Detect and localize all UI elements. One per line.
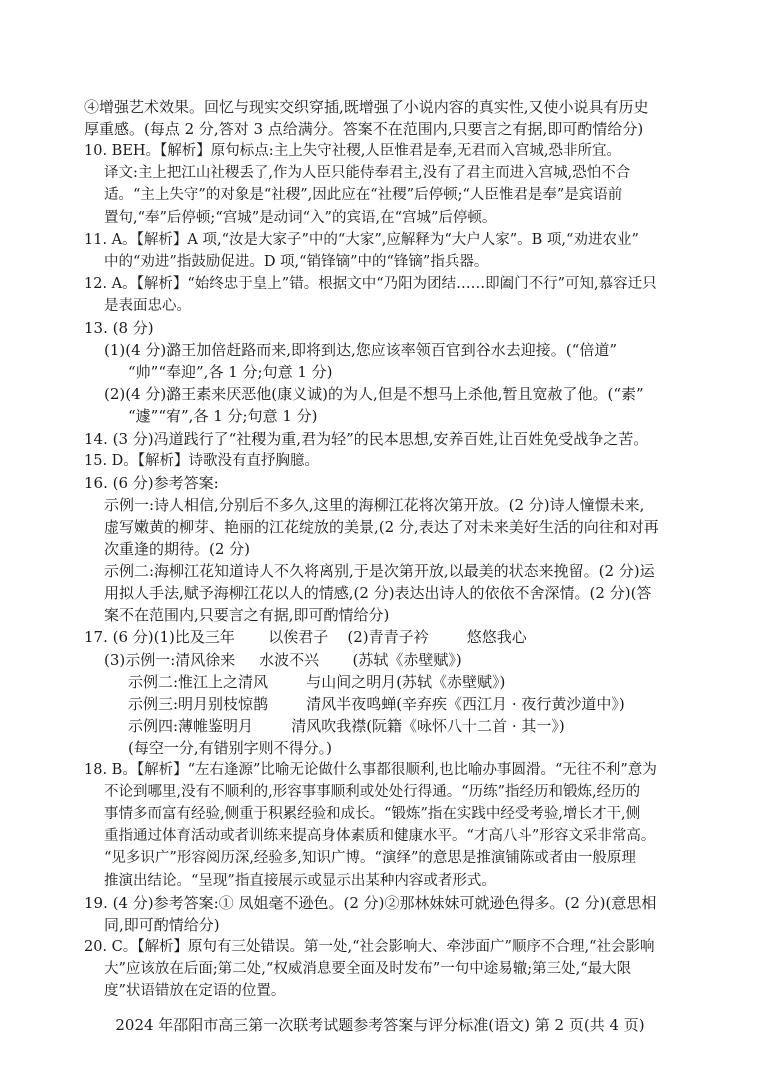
text-line: 示例二:海柳江花知道诗人不久将离别,于是次第开放,以最美的状态来挽留。(2 分)运	[104, 562, 655, 581]
text-line: 虚写嫩黄的柳芽、艳丽的江花绽放的美景,(2 分,表达了对未来美好生活的向往和对再	[104, 517, 659, 536]
text-line: 厚重感。(每点 2 分,答对 3 点给满分。答案不在范围内,只要言之有据,即可酌情给分)	[84, 120, 644, 139]
text-line: 大”应该放在后面;第二处,“权威消息要全面及时发布”一句中途易辙;第三处,“最大限	[104, 960, 632, 977]
text-line: 示例一:诗人相信,分别后不多久,这里的海柳江花将次第开放。(2 分)诗人憧憬未来,	[104, 495, 645, 514]
text-line: 15. D。【解析】诗歌没有直抒胸臆。	[84, 452, 320, 469]
text-line: 10. BEH。【解析】原句标点:主上失守社稷,人臣惟君是奉,无君而入宫城,恐非所宜。	[84, 143, 622, 160]
text-line: 适。“主上失守”的对象是“社稷”,因此应在“社稷”后停顿;“人臣惟君是奉”是宾语前	[104, 187, 623, 204]
text-line: ④增强艺术效果。回忆与现实交织穿插,既增强了小说内容的真实性,又使小说具有历史	[84, 98, 649, 116]
text-line: 示例二:惟江上之清风 与山间之明月(苏轼《赤壁赋》)	[128, 672, 506, 691]
text-line: “见多识广”形容阅历深,经验多,知识广博。“演绎”的意思是推演铺陈或者由一般原理	[104, 850, 636, 867]
text-line: (每空一分,有错别字则不得分。)	[128, 738, 332, 757]
text-line: 11. A。【解析】A 项,“汝是大家子”中的“大家”,应解释为“大户人家”。B 项,“劝进农业”	[84, 231, 639, 248]
text-line: 事情多而富有经验,侧重于积累经验和成长。“锻炼”指在实践中经受考验,增长才干,侧	[104, 806, 641, 823]
text-line: (2)(4 分)潞王素来厌恶他(康义诚)的为人,但是不想马上杀他,暂且宽赦了他。(“素”	[104, 385, 644, 404]
text-line: 示例四:薄帷鉴明月 清风吹我襟(阮籍《咏怀八十二首 · 其一》)	[128, 716, 565, 735]
text-line: 中的“劝进”指鼓励促进。D 项,“销锋镝”中的“锋镝”指兵器。	[104, 253, 489, 270]
text-line: 案不在范围内,只要言之有据,即可酌情给分)	[104, 606, 390, 625]
text-line: 示例三:明月别枝惊鹊 清风半夜鸣蝉(辛弃疾《西江月 · 夜行黄沙道中》)	[128, 694, 625, 713]
text-line: 推演出结论。“呈现”指直接展示或显示出某种内容或者形式。	[104, 872, 496, 889]
text-line: 译文:主上把江山社稷丢了,作为人臣只能侍奉君主,没有了君主而进入宫城,恐怕不合	[104, 165, 631, 182]
text-line: 18. B。【解析】“左右逢源”比喻无论做什么事都很顺利,也比喻办事圆滑。“无往不利”意为	[84, 762, 657, 778]
text-line: 20. C。【解析】原句有三处错误。第一处,“社会影响大、牵涉面广”顺序不合理,“社会影响	[84, 938, 655, 955]
text-line: (3)示例一:清风徐来 水波不兴 (苏轼《赤壁赋》)	[104, 650, 462, 669]
text-line: 用拟人手法,赋予海柳江花以人的情感,(2 分)表达出诗人的依依不舍深情。(2 分)(答	[104, 584, 652, 603]
text-line: 17. (6 分)(1)比及三年 以俟君子 (2)青青子衿 悠悠我心	[84, 628, 527, 647]
text-line: 16. (6 分)参考答案:	[84, 473, 219, 492]
text-line: “帅”“奉迎”,各 1 分;句意 1 分)	[128, 363, 333, 382]
text-line: 是表面忠心。	[104, 297, 191, 314]
text-line: 19. (4 分)参考答案:① 凤姐毫不逊色。(2 分)②那林妹妹可就逊色得多。(2 分)(意思相	[84, 893, 657, 912]
text-line: 同,即可酌情给分)	[104, 915, 220, 934]
text-line: 14. (3 分)冯道践行了“社稷为重,君为轻”的民本思想,安养百姓,让百姓免受战争之苦。	[84, 429, 649, 448]
text-line: 不论到哪里,没有不顺利的,形容事事顺利或处处行得通。“历练”指经历和锻炼,经历的	[104, 784, 641, 801]
text-line: 13. (8 分)	[84, 319, 154, 337]
text-line: “遽”“宥”,各 1 分;句意 1 分)	[128, 407, 318, 426]
page-footer: 2024 年邵阳市高三第一次联考试题参考答案与评分标准(语文) 第 2 页(共 4 页)	[115, 1016, 645, 1035]
text-line: 12. A。【解析】“始终忠于皇上”错。根据文中“乃阳为团结……即阖门不行”可知,慕容迁只	[84, 275, 657, 292]
text-line: (1)(4 分)潞王加倍赶路而来,即将到达,您应该率领百官到谷水去迎接。(“倍道”	[104, 341, 617, 360]
text-line: 度”状语错放在定语的位置。	[104, 983, 286, 999]
text-line: 重指通过体育活动或者训练来提高身体素质和健康水平。“才高八斗”形容文采非常高。	[104, 828, 656, 845]
text-line: 置句,“奉”后停顿;“宫城”是动词“入”的宾语,在“宫城”后停顿。	[104, 209, 497, 226]
text-line: 次重逢的期待。(2 分)	[104, 540, 251, 558]
